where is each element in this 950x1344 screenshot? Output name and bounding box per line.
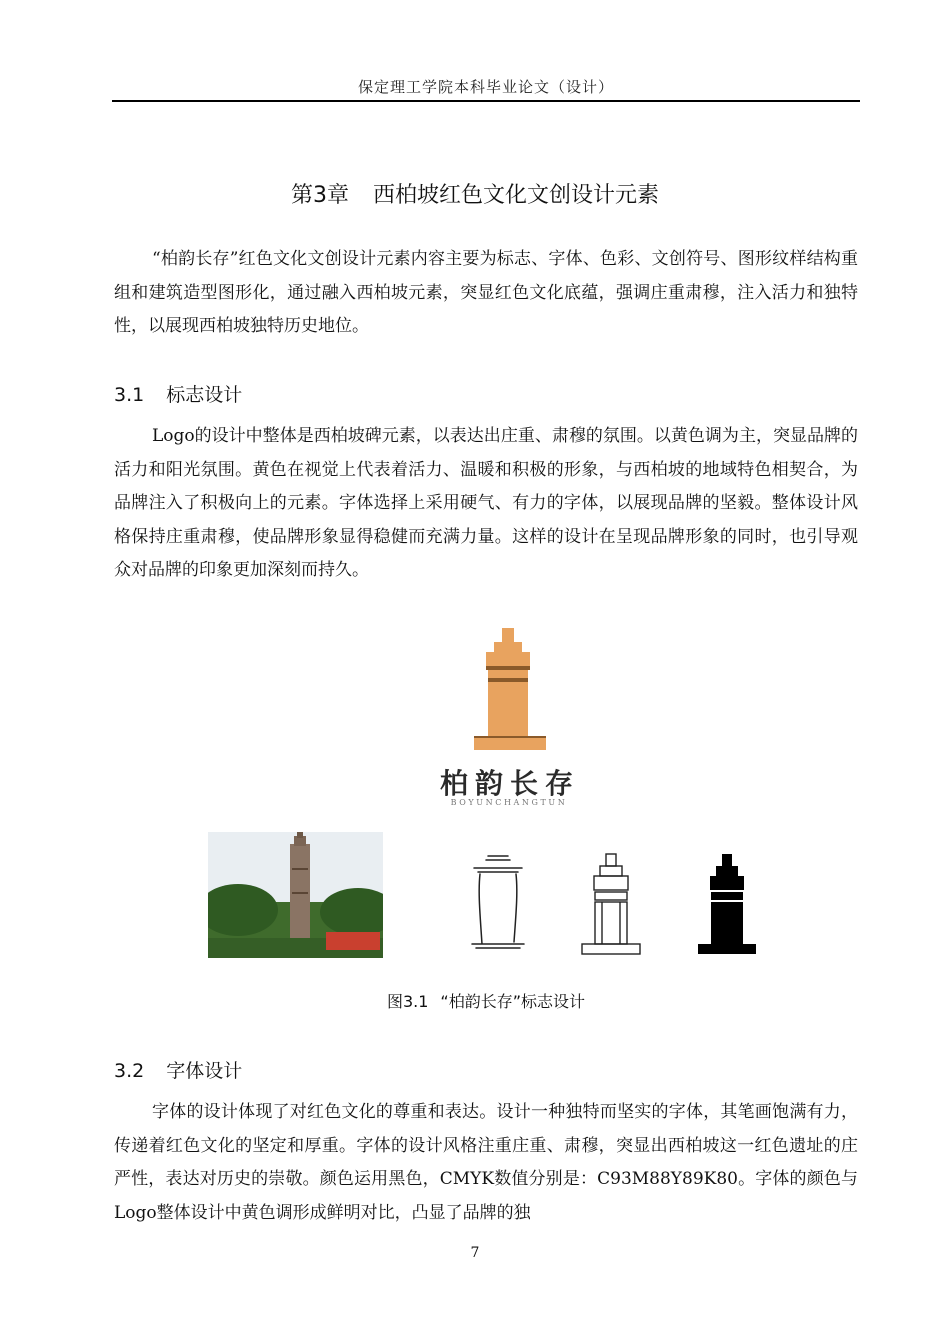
intro-paragraph: “柏韵长存”红色文化文创设计元素内容主要为标志、字体、色彩、文创符号、图形纹样结构重组和建筑造型图形化，通过融入西柏坡元素，突显红色文化底蕴，强调庄重肃穆，注入活力和独特性，以展现西柏坡独特历史地位。 xyxy=(114,249,858,336)
section-heading-font xyxy=(114,1056,242,1083)
logo-outline-icon xyxy=(578,852,644,956)
figure-caption xyxy=(0,989,950,1012)
chapter-title: 西柏坡红色文化文创设计元素 xyxy=(372,183,659,208)
section-number: 3.2 xyxy=(114,1060,145,1082)
figure-number: 图3.1 xyxy=(386,992,429,1011)
monument-photo xyxy=(208,832,383,958)
logo-pinyin: BOYUNCHANGTUN xyxy=(450,798,568,807)
logo-sketch-icon xyxy=(468,852,528,952)
figure-caption-text: “柏韵长存”标志设计 xyxy=(440,992,586,1011)
logo-wordmark: 柏韵长存 xyxy=(440,767,581,800)
monument-logo-icon xyxy=(430,626,590,756)
logo-solid-icon xyxy=(694,852,760,956)
page-number: 7 xyxy=(470,1245,480,1261)
section-title: 标志设计 xyxy=(166,384,243,406)
logo-tower-shape xyxy=(474,628,546,750)
logo-design-paragraph: Logo的设计中整体是西柏坡碑元素，以表达出庄重、肃穆的氛围。以黄色调为主，突显品牌的活力和阳光氛围。黄色在视觉上代表着活力、温暖和积极的形象，与西柏坡的地域特色相契合，为品牌注入了积极向上的元素。字体选择上采用硬气、有力的字体，以展现品牌的坚毅。整体设计风格保持庄重肃穆，使品牌形象显得稳健而充满力量。这样的设计在呈现品牌形象的同时，也引导观众对品牌的印象更加深刻而持久。 xyxy=(114,426,858,580)
section-number: 3.1 xyxy=(114,384,145,406)
chapter-number: 第3章 xyxy=(290,183,349,208)
font-design-paragraph: 字体的设计体现了对红色文化的尊重和表达。设计一种独特而坚实的字体，其笔画饱满有力，传递着红色文化的坚定和厚重。字体的设计风格注重庄重、肃穆，突显出西柏坡这一红色遗址的庄严性，表达对历史的崇敬。颜色运用黑色，CMYK数值分别是：C93M88Y89K80。字体的颜色与Logo整体设计中黄色调形成鲜明对比，凸显了品牌的独 xyxy=(114,1102,858,1223)
header-rule xyxy=(112,100,860,102)
chapter-heading xyxy=(0,178,950,209)
section-heading-logo xyxy=(114,380,242,407)
section-title: 字体设计 xyxy=(166,1060,243,1082)
page-header: 保定理工学院本科毕业论文（设计） xyxy=(357,78,614,96)
